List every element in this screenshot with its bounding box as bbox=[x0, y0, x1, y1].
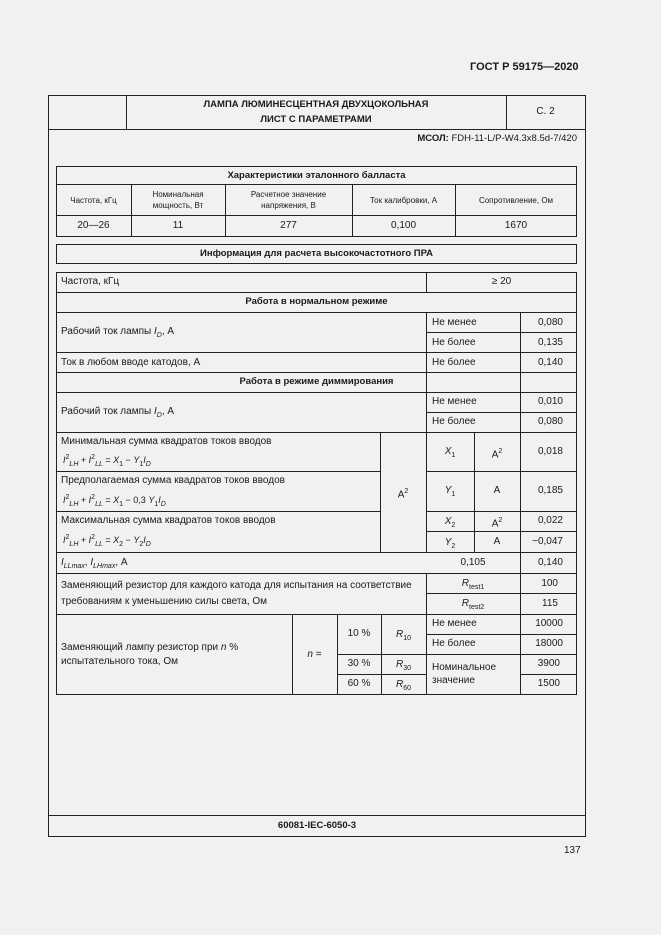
ill-ilh-label: $I_{LLmax}$, $I_{LHmax}$, А bbox=[61, 557, 128, 570]
y2-unit: А bbox=[493, 536, 501, 547]
r10-not-less: Не менее bbox=[432, 618, 477, 629]
r60-value: 1500 bbox=[537, 678, 560, 689]
ballast-frequency: 20—26 bbox=[77, 220, 110, 231]
x1-value: 0,018 bbox=[537, 446, 563, 457]
sheet-subtitle: ЛИСТ С ПАРАМЕТРАМИ bbox=[260, 114, 372, 125]
r10-min-value: 10000 bbox=[535, 618, 563, 629]
exp-sum-formula: $I^2_{LH} + I^2_{LL} = X_1 - 0,3$ $Y_1I_D$ bbox=[63, 494, 166, 508]
frame-left bbox=[48, 95, 49, 837]
x2-symbol: $X_2$ bbox=[444, 516, 456, 529]
ballast-header-frequency: Частота, кГц bbox=[70, 196, 117, 205]
min-sum-label: Минимальная сумма квадратов токов вводов bbox=[61, 436, 272, 447]
hf-title: Информация для расчета высокочастотного ПРА bbox=[200, 248, 433, 259]
r10-not-more: Не более bbox=[432, 638, 476, 649]
replace-lamp-line2: испытательного тока, Ом bbox=[61, 656, 178, 667]
ballast-title: Характеристики эталонного балласта bbox=[227, 170, 406, 181]
y2-symbol: $Y_2$ bbox=[444, 537, 456, 550]
percent-30: 30 % bbox=[347, 658, 371, 669]
percent-10: 10 % bbox=[347, 628, 371, 639]
dim-lamp-current-label: Рабочий ток лампы $I_D$, А bbox=[61, 406, 175, 419]
x1-unit: $А^2$ bbox=[491, 448, 503, 461]
y1-symbol: $Y_1$ bbox=[444, 485, 456, 498]
ballast-power: 11 bbox=[172, 220, 184, 231]
percent-60: 60 % bbox=[347, 678, 371, 689]
y2-value: −0,047 bbox=[532, 536, 563, 547]
max-sum-formula: $I^2_{LH} + I^2_{LL} = X_2 - Y_2I_D$ bbox=[63, 534, 151, 548]
cathode-not-more: Не более bbox=[432, 357, 476, 368]
ballast-voltage: 277 bbox=[280, 220, 297, 231]
lamp-current-label: Рабочий ток лампы $I_D$, А bbox=[61, 326, 175, 339]
ballast-resistance: 1670 bbox=[504, 220, 528, 231]
cathode-current-label: Ток в любом вводе катодов, А bbox=[61, 357, 201, 368]
ballast-header-resistance: Сопротивление, Ом bbox=[478, 196, 554, 205]
unit-a2: $А^2$ bbox=[397, 488, 409, 501]
rtest1-value: 100 bbox=[541, 578, 558, 589]
exp-sum-label: Предполагаемая сумма квадратов токов вводов bbox=[61, 475, 285, 486]
nominal-line1: Номинальное bbox=[432, 662, 497, 673]
x1-symbol: $X_1$ bbox=[444, 446, 456, 459]
nominal-line2: значение bbox=[432, 675, 475, 686]
ballast-current: 0,100 bbox=[390, 220, 417, 231]
dim-not-less: Не менее bbox=[432, 396, 477, 407]
r10-max-value: 18000 bbox=[535, 638, 563, 649]
normal-max-value: 0,135 bbox=[537, 337, 563, 348]
page-number: 137 bbox=[564, 845, 581, 856]
ballast-header-voltage: Расчетное значение bbox=[250, 190, 327, 199]
frame-right bbox=[585, 95, 586, 837]
n-equals: n = bbox=[307, 649, 322, 660]
hf-frequency-label: Частота, кГц bbox=[61, 276, 120, 287]
x2-value: 0,022 bbox=[537, 515, 563, 526]
r60-symbol: $R_{60}$ bbox=[395, 679, 412, 692]
standard-number: ГОСТ Р 59175—2020 bbox=[470, 61, 579, 73]
max-sum-label: Максимальная сумма квадратов токов вводов bbox=[61, 515, 276, 526]
normal-min-value: 0,080 bbox=[537, 317, 563, 328]
hf-frequency-value: ≥ 20 bbox=[491, 276, 512, 287]
r30-symbol: $R_{30}$ bbox=[395, 659, 412, 672]
rtest2-symbol: $R_{test2}$ bbox=[461, 598, 485, 611]
normal-mode-title: Работа в нормальном режиме bbox=[245, 296, 388, 307]
normal-not-less: Не менее bbox=[432, 317, 477, 328]
ilh-value: 0,140 bbox=[537, 557, 563, 568]
cathode-max-value: 0,140 bbox=[537, 357, 563, 368]
sheet-title: ЛАМПА ЛЮМИНЕСЦЕНТНАЯ ДВУХЦОКОЛЬНАЯ bbox=[203, 99, 429, 110]
ill-value: 0,105 bbox=[460, 557, 486, 568]
mcol-line: МСОЛ: FDH-11-L/P-W4.3x8.5d-7/420 bbox=[417, 133, 577, 144]
footer-code: 60081-IEC-6050-3 bbox=[277, 820, 357, 831]
y1-value: 0,185 bbox=[537, 485, 563, 496]
dim-min-value: 0,010 bbox=[537, 396, 563, 407]
replace-lamp-line1: Заменяющий лампу резистор при n % bbox=[61, 642, 239, 653]
x2-unit: $А^2$ bbox=[491, 517, 503, 530]
normal-not-more: Не более bbox=[432, 337, 476, 348]
dim-not-more: Не более bbox=[432, 416, 476, 427]
rtest1-symbol: $R_{test1}$ bbox=[461, 578, 485, 591]
sheet-page: С. 2 bbox=[536, 106, 555, 117]
ballast-header-power: Номинальная bbox=[152, 190, 204, 199]
frame-bottom bbox=[48, 836, 586, 837]
replace-cathode-line2: требованиям к уменьшению силы света, Ом bbox=[61, 596, 268, 607]
y1-unit: А bbox=[493, 485, 501, 496]
dimming-mode-title: Работа в режиме диммирования bbox=[239, 376, 394, 387]
r10-symbol: $R_{10}$ bbox=[395, 629, 412, 642]
min-sum-formula: $I^2_{LH} + I^2_{LL} = X_1 - Y_1I_D$ bbox=[63, 454, 151, 468]
dim-max-value: 0,080 bbox=[537, 416, 563, 427]
ballast-header-current: Ток калибровки, А bbox=[369, 196, 438, 205]
replace-cathode-line1: Заменяющий резистор для каждого катода для испытания на соответствие bbox=[61, 580, 412, 591]
r30-value: 3900 bbox=[537, 658, 560, 669]
rtest2-value: 115 bbox=[542, 598, 558, 609]
